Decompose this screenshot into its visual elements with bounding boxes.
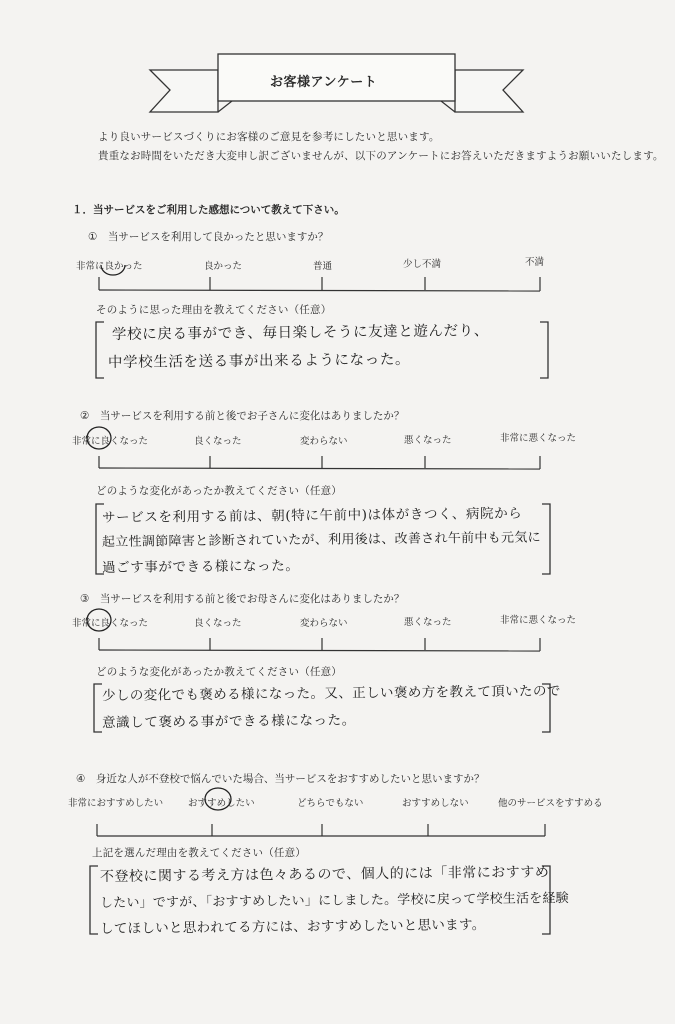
q2-answer-line-3[interactable]: 過ごす事ができる様になった。 — [101, 557, 300, 576]
q4-answer-line-3[interactable]: してほしいと思われてる方には、おすすめしたいと思います。 — [99, 916, 486, 937]
q4-scale — [0, 785, 675, 845]
q4-option-5[interactable]: 他のサービスをすすめる — [498, 798, 603, 809]
q3-option-3[interactable]: 変わらない — [300, 618, 348, 629]
q2-option-3[interactable]: 変わらない — [300, 436, 348, 447]
q2-option-5[interactable]: 非常に悪くなった — [500, 433, 577, 444]
ribbon-banner — [0, 0, 675, 130]
q2-answer-line-1[interactable]: サービスを利用する前は、朝(特に午前中)は体がきつく、病院から — [101, 505, 523, 526]
page-title: お客様アンケート — [270, 75, 378, 90]
q3-option-1[interactable]: 非常に良くなった — [72, 618, 149, 629]
q1-answer-line-1[interactable]: 学校に戻る事ができ、毎日楽しそうに友達と遊んだり、 — [111, 323, 490, 343]
q4-answer-line-2[interactable]: したい」ですが、「おすすめしたい」にしました。学校に戻って学校生活を経験 — [99, 891, 569, 911]
q4-option-4[interactable]: おすすめしない — [402, 798, 469, 809]
q1-option-2[interactable]: 良かった — [204, 261, 243, 272]
q3-answer-line-2[interactable]: 意識して褒める事ができる様になった。 — [101, 712, 356, 731]
q3-answer-line-1[interactable]: 少しの変化でも褒める様になった。又、正しい褒め方を教えて頂いたので — [101, 683, 561, 704]
q4-title: ④ 身近な人が不登校で悩んでいた場合、当サービスをおすすめしたいと思いますか？ — [76, 773, 485, 785]
q2-answer-line-2[interactable]: 起立性調節障害と診断されていたが、利用後は、改善され午前中も元気に — [101, 530, 541, 550]
q3-option-2[interactable]: 良くなった — [194, 618, 242, 629]
q4-answer-line-1[interactable]: 不登校に関する考え方は色々あるので、個人的には「非常におすすめ — [99, 864, 550, 885]
q2-scale — [0, 425, 675, 475]
ribbon-left-tail — [150, 70, 218, 112]
q1-scale — [0, 265, 675, 305]
q1-reason-label: そのように思った理由を教えてください（任意） — [96, 304, 332, 316]
q4-reason-label: 上記を選んだ理由を教えてください（任意） — [92, 847, 306, 859]
q1-option-1[interactable]: 非常に良かった — [76, 261, 143, 272]
q2-selected-circle — [87, 427, 111, 449]
q1-option-4[interactable]: 少し不満 — [403, 259, 442, 270]
q4-option-2[interactable]: おすすめしたい — [188, 798, 255, 809]
q1-option-3[interactable]: 普通 — [313, 261, 333, 272]
q3-option-5[interactable]: 非常に悪くなった — [500, 615, 577, 626]
q1-title: ① 当サービスを利用して良かったと思いますか？ — [88, 231, 329, 243]
intro-line-2: 貴重なお時間をいただき大変申し訳ございませんが、以下のアンケートにお答えいただきますようお願いいたします。 — [98, 150, 664, 162]
q3-reason-label: どのような変化があったか教えてください（任意） — [96, 666, 342, 678]
q3-option-4[interactable]: 悪くなった — [404, 617, 452, 628]
q4-option-3[interactable]: どちらでもない — [297, 798, 364, 809]
q3-scale — [0, 605, 675, 660]
q3-title: ③ 当サービスを利用する前と後でお母さんに変化はありましたか？ — [80, 593, 405, 605]
q1-selected-circle — [101, 265, 125, 275]
q2-option-2[interactable]: 良くなった — [194, 436, 242, 447]
section-heading: １．当サービスをご利用した感想について教えて下さい。 — [72, 204, 345, 216]
q2-title: ② 当サービスを利用する前と後でお子さんに変化はありましたか？ — [80, 410, 405, 422]
q2-option-1[interactable]: 非常に良くなった — [72, 436, 149, 447]
q3-selected-circle — [87, 609, 111, 631]
q4-option-1[interactable]: 非常におすすめしたい — [68, 798, 164, 809]
q1-answer-line-2[interactable]: 中学校生活を送る事が出来るようになった。 — [107, 351, 411, 371]
intro-line-1: より良いサービスづくりにお客様のご意見を参考にしたいと思います。 — [98, 131, 440, 143]
q2-reason-label: どのような変化があったか教えてください（任意） — [96, 485, 342, 497]
ribbon-right-tail — [455, 70, 523, 112]
q4-selected-circle — [205, 788, 231, 810]
q1-option-5[interactable]: 不満 — [525, 257, 545, 268]
q2-option-4[interactable]: 悪くなった — [404, 435, 452, 446]
